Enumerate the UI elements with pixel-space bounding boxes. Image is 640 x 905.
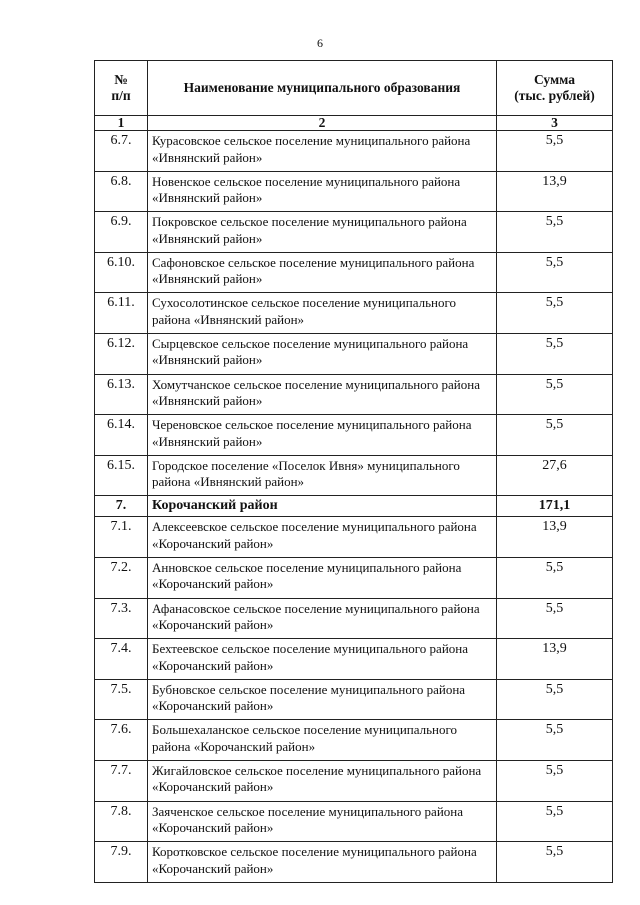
row-name: Афанасовское сельское поселение муниципального района «Корочанский район» bbox=[148, 598, 497, 639]
table-row bbox=[95, 760, 613, 801]
row-sum: 13,9 bbox=[497, 639, 613, 680]
row-number: 6.13. bbox=[95, 374, 148, 415]
table-row bbox=[95, 374, 613, 415]
row-sum: 13,9 bbox=[497, 517, 613, 558]
row-sum: 5,5 bbox=[497, 333, 613, 374]
row-name: Коротковское сельское поселение муниципального района «Корочанский район» bbox=[148, 842, 497, 883]
row-name: Большехаланское сельское поселение муниципального района «Корочанский район» bbox=[148, 720, 497, 761]
column-index-1: 1 bbox=[95, 116, 148, 131]
header-sum bbox=[497, 61, 613, 116]
table-row bbox=[95, 801, 613, 842]
table-row bbox=[95, 212, 613, 253]
row-name: Курасовское сельское поселение муниципального района «Ивнянский район» bbox=[148, 131, 497, 172]
row-sum: 5,5 bbox=[497, 374, 613, 415]
header-sum-line1: Сумма bbox=[533, 72, 576, 87]
row-name: Бубновское сельское поселение муниципального района «Корочанский район» bbox=[148, 679, 497, 720]
column-index-2: 2 bbox=[148, 116, 497, 131]
row-sum: 5,5 bbox=[497, 598, 613, 639]
row-number: 6.15. bbox=[95, 455, 148, 496]
row-number: 6.14. bbox=[95, 415, 148, 456]
row-sum: 5,5 bbox=[497, 293, 613, 334]
row-number: 7. bbox=[95, 496, 148, 517]
row-name: Покровское сельское поселение муниципального района «Ивнянский район» bbox=[148, 212, 497, 253]
table-row bbox=[95, 842, 613, 883]
row-name: Сухосолотинское сельское поселение муниципального района «Ивнянский район» bbox=[148, 293, 497, 334]
table-row bbox=[95, 131, 613, 172]
row-name: Городское поселение «Поселок Ивня» муниципального района «Ивнянский район» bbox=[148, 455, 497, 496]
table-row bbox=[95, 720, 613, 761]
row-number: 7.9. bbox=[95, 842, 148, 883]
table-row bbox=[95, 252, 613, 293]
row-number: 6.12. bbox=[95, 333, 148, 374]
row-sum: 5,5 bbox=[497, 760, 613, 801]
table-row bbox=[95, 639, 613, 680]
table-body bbox=[95, 131, 613, 883]
row-name: Заяченское сельское поселение муниципального района «Корочанский район» bbox=[148, 801, 497, 842]
row-name: Сафоновское сельское поселение муниципального района «Ивнянский район» bbox=[148, 252, 497, 293]
header-name: Наименование муниципального образования bbox=[148, 61, 497, 116]
row-name: Алексеевское сельское поселение муниципального района «Корочанский район» bbox=[148, 517, 497, 558]
table-row bbox=[95, 171, 613, 212]
table-row bbox=[95, 415, 613, 456]
row-sum: 5,5 bbox=[497, 720, 613, 761]
column-index-row bbox=[95, 116, 613, 131]
row-sum: 5,5 bbox=[497, 131, 613, 172]
table-row bbox=[95, 679, 613, 720]
row-number: 7.4. bbox=[95, 639, 148, 680]
row-number: 7.2. bbox=[95, 557, 148, 598]
row-number: 7.3. bbox=[95, 598, 148, 639]
row-number: 6.9. bbox=[95, 212, 148, 253]
table-row bbox=[95, 293, 613, 334]
row-name: Корочанский район bbox=[148, 496, 497, 517]
table-row bbox=[95, 557, 613, 598]
column-index-3: 3 bbox=[497, 116, 613, 131]
row-sum: 5,5 bbox=[497, 252, 613, 293]
header-sum-line2: (тыс. рублей) bbox=[514, 88, 595, 103]
row-number: 6.10. bbox=[95, 252, 148, 293]
header-number-line1: № bbox=[114, 72, 128, 87]
row-sum: 171,1 bbox=[497, 496, 613, 517]
row-number: 7.8. bbox=[95, 801, 148, 842]
budget-table bbox=[94, 60, 613, 883]
row-number: 6.8. bbox=[95, 171, 148, 212]
row-number: 7.5. bbox=[95, 679, 148, 720]
row-number: 6.11. bbox=[95, 293, 148, 334]
row-sum: 5,5 bbox=[497, 842, 613, 883]
row-name: Новенское сельское поселение муниципального района «Ивнянский район» bbox=[148, 171, 497, 212]
page-number: 6 bbox=[317, 36, 323, 50]
header-number-line2: п/п bbox=[111, 88, 131, 103]
table-row bbox=[95, 517, 613, 558]
row-sum: 5,5 bbox=[497, 801, 613, 842]
row-name: Анновское сельское поселение муниципального района «Корочанский район» bbox=[148, 557, 497, 598]
row-sum: 5,5 bbox=[497, 679, 613, 720]
row-sum: 13,9 bbox=[497, 171, 613, 212]
row-number: 7.6. bbox=[95, 720, 148, 761]
header-number bbox=[95, 61, 148, 116]
row-sum: 5,5 bbox=[497, 212, 613, 253]
table-row bbox=[95, 455, 613, 496]
row-name: Хомутчанское сельское поселение муниципального района «Ивнянский район» bbox=[148, 374, 497, 415]
row-number: 7.1. bbox=[95, 517, 148, 558]
row-number: 6.7. bbox=[95, 131, 148, 172]
row-sum: 27,6 bbox=[497, 455, 613, 496]
table-header-row bbox=[95, 61, 613, 116]
row-sum: 5,5 bbox=[497, 557, 613, 598]
row-name: Сырцевское сельское поселение муниципального района «Ивнянский район» bbox=[148, 333, 497, 374]
district-row bbox=[95, 496, 613, 517]
row-sum: 5,5 bbox=[497, 415, 613, 456]
row-number: 7.7. bbox=[95, 760, 148, 801]
table-row bbox=[95, 598, 613, 639]
table-row bbox=[95, 333, 613, 374]
row-name: Жигайловское сельское поселение муниципального района «Корочанский район» bbox=[148, 760, 497, 801]
row-name: Бехтеевское сельское поселение муниципального района «Корочанский район» bbox=[148, 639, 497, 680]
row-name: Череновское сельское поселение муниципального района «Ивнянский район» bbox=[148, 415, 497, 456]
